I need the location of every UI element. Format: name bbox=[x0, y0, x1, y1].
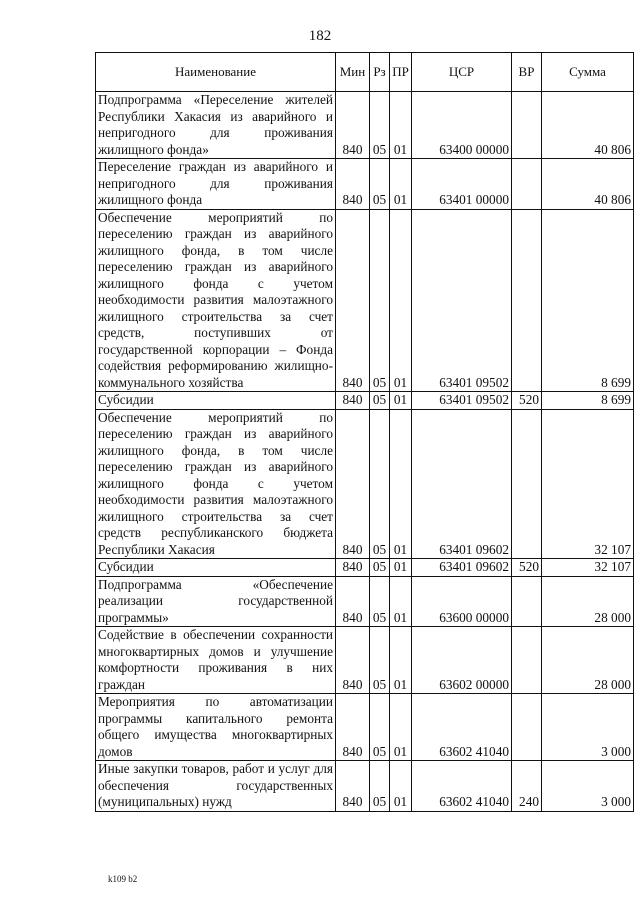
row-min: 840 bbox=[336, 627, 370, 694]
row-rz: 05 bbox=[370, 92, 390, 159]
row-min: 840 bbox=[336, 209, 370, 392]
row-name: Подпрограмма «Обеспечение реализации государственной программы» bbox=[96, 576, 336, 627]
header-csr: ЦСР bbox=[412, 53, 512, 92]
row-pr: 01 bbox=[390, 392, 412, 410]
row-pr: 01 bbox=[390, 761, 412, 812]
table-header-row bbox=[96, 53, 634, 92]
row-min: 840 bbox=[336, 92, 370, 159]
row-csr: 63400 00000 bbox=[412, 92, 512, 159]
row-csr: 63401 09502 bbox=[412, 392, 512, 410]
row-vr bbox=[512, 694, 542, 761]
footer-code: k109 b2 bbox=[108, 874, 138, 884]
row-vr: 520 bbox=[512, 392, 542, 410]
row-pr: 01 bbox=[390, 409, 412, 559]
row-name: Переселение граждан из аварийного и непригодного для проживания жилищного фонда bbox=[96, 159, 336, 210]
row-name: Содействие в обеспечении сохранности многоквартирных домов и улучшение комфортности проживания в них граждан bbox=[96, 627, 336, 694]
row-pr: 01 bbox=[390, 694, 412, 761]
row-min: 840 bbox=[336, 392, 370, 410]
row-name: Субсидии bbox=[96, 559, 336, 577]
row-vr bbox=[512, 209, 542, 392]
row-rz: 05 bbox=[370, 559, 390, 577]
row-rz: 05 bbox=[370, 409, 390, 559]
row-rz: 05 bbox=[370, 627, 390, 694]
row-csr: 63600 00000 bbox=[412, 576, 512, 627]
row-min: 840 bbox=[336, 576, 370, 627]
row-pr: 01 bbox=[390, 576, 412, 627]
row-vr: 240 bbox=[512, 761, 542, 812]
row-vr: 520 bbox=[512, 559, 542, 577]
row-sum: 28 000 bbox=[542, 576, 634, 627]
row-csr: 63602 41040 bbox=[412, 694, 512, 761]
row-sum: 40 806 bbox=[542, 159, 634, 210]
row-sum: 3 000 bbox=[542, 761, 634, 812]
table-row bbox=[96, 694, 634, 761]
row-rz: 05 bbox=[370, 576, 390, 627]
table-row bbox=[96, 409, 634, 559]
table-row bbox=[96, 92, 634, 159]
row-vr bbox=[512, 92, 542, 159]
row-rz: 05 bbox=[370, 159, 390, 210]
header-pr: ПР bbox=[390, 53, 412, 92]
row-pr: 01 bbox=[390, 627, 412, 694]
row-csr: 63401 09602 bbox=[412, 409, 512, 559]
row-name: Мероприятия по автоматизации программы капитального ремонта общего имущества многоквартирных домов bbox=[96, 694, 336, 761]
header-vr: ВР bbox=[512, 53, 542, 92]
table-row bbox=[96, 576, 634, 627]
row-name: Иные закупки товаров, работ и услуг для обеспечения государственных (муниципальных) нужд bbox=[96, 761, 336, 812]
row-vr bbox=[512, 627, 542, 694]
row-csr: 63602 00000 bbox=[412, 627, 512, 694]
row-vr bbox=[512, 409, 542, 559]
header-name: Наименование bbox=[96, 53, 336, 92]
row-min: 840 bbox=[336, 409, 370, 559]
row-csr: 63401 00000 bbox=[412, 159, 512, 210]
header-sum: Сумма bbox=[542, 53, 634, 92]
row-sum: 8 699 bbox=[542, 209, 634, 392]
page-number: 182 bbox=[308, 28, 332, 44]
table-row bbox=[96, 761, 634, 812]
table-row bbox=[96, 627, 634, 694]
row-name: Подпрограмма «Переселение жителей Республики Хакасия из аварийного и непригодного для проживания жилищного фонда» bbox=[96, 92, 336, 159]
row-sum: 3 000 bbox=[542, 694, 634, 761]
header-rz: Рз bbox=[370, 53, 390, 92]
row-rz: 05 bbox=[370, 694, 390, 761]
row-rz: 05 bbox=[370, 392, 390, 410]
row-vr bbox=[512, 159, 542, 210]
row-sum: 28 000 bbox=[542, 627, 634, 694]
header-min: Мин bbox=[336, 53, 370, 92]
row-rz: 05 bbox=[370, 209, 390, 392]
row-sum: 40 806 bbox=[542, 92, 634, 159]
table-body bbox=[96, 92, 634, 812]
row-sum: 32 107 bbox=[542, 559, 634, 577]
row-pr: 01 bbox=[390, 92, 412, 159]
row-csr: 63401 09502 bbox=[412, 209, 512, 392]
row-vr bbox=[512, 576, 542, 627]
row-pr: 01 bbox=[390, 159, 412, 210]
row-pr: 01 bbox=[390, 559, 412, 577]
row-rz: 05 bbox=[370, 761, 390, 812]
row-sum: 8 699 bbox=[542, 392, 634, 410]
table-row bbox=[96, 392, 634, 410]
row-csr: 63401 09602 bbox=[412, 559, 512, 577]
row-min: 840 bbox=[336, 159, 370, 210]
table-row bbox=[96, 159, 634, 210]
row-name: Обеспечение мероприятий по переселению граждан из аварийного жилищного фонда, в том числе переселению граждан из аварийного жилищного фонда с учетом необходимости развития малоэтажного жилищного строительства за счет средств, поступивших от государственной корпорации – Фонда содействия реформированию жилищно-коммунального хозяйства bbox=[96, 209, 336, 392]
row-min: 840 bbox=[336, 694, 370, 761]
row-csr: 63602 41040 bbox=[412, 761, 512, 812]
budget-table bbox=[95, 52, 634, 812]
row-min: 840 bbox=[336, 761, 370, 812]
row-pr: 01 bbox=[390, 209, 412, 392]
row-sum: 32 107 bbox=[542, 409, 634, 559]
table-row bbox=[96, 559, 634, 577]
row-min: 840 bbox=[336, 559, 370, 577]
table-row bbox=[96, 209, 634, 392]
row-name: Обеспечение мероприятий по переселению граждан из аварийного жилищного фонда, в том числе переселению граждан из аварийного жилищного фонда с учетом необходимости развития малоэтажного жилищного строительства за счет средств республиканского бюджета Республики Хакасия bbox=[96, 409, 336, 559]
row-name: Субсидии bbox=[96, 392, 336, 410]
